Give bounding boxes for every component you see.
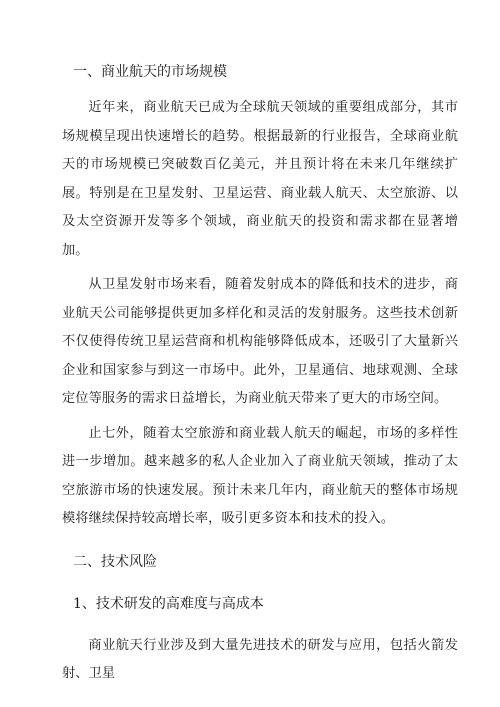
paragraph-launch-market: 从卫星发射市场来看，随着发射成本的降低和技术的进步，商业航天公司能够提供更加多样化和灵活的发射服务。这些技术创新不仅使得传统卫星运营商和机构能够降低成本，还吸引了大量新兴企业和国家参与到这一市场中。此外，卫星通信、地球观测、全球定位等服务的需求日益增长，为商业航天带来了更大的市场空间。: [62, 277, 458, 406]
section-heading-market-scale: 一、商业航天的市场规模: [73, 64, 227, 80]
subsection-heading-rd-cost: 1、技术研发的高难度与高成本: [73, 595, 264, 612]
paragraph-market-overview: 近年来，商业航天已成为全球航天领域的重要组成部分，其市场规模呈现出快速增长的趋势。根据最新的行业报告，全球商业航天的市场规模已突破数百亿美元，并且预计将在未来几年继续扩展。特别是在卫星发射、卫星运营、商业载人航天、太空旅游、以及太空资源开发等多个领域，商业航天的投资和需求都在显著增加。: [62, 100, 458, 258]
paragraph-space-tourism: 止七外，随着太空旅游和商业载人航天的崛起，市场的多样性进一步增加。越来越多的私人企业加入了商业航天领域，推动了太空旅游市场的快速发展。预计未来几年内，商业航天的整体市场规模将继续保持较高增长率，吸引更多资本和技术的投入。: [62, 425, 458, 526]
paragraph-rd-technologies: 商业航天行业涉及到大量先进技术的研发与应用，包括火箭发射、卫星: [62, 637, 458, 681]
document-body: [62, 58, 458, 695]
section-heading-technical-risk: 二、技术风险: [73, 553, 157, 570]
